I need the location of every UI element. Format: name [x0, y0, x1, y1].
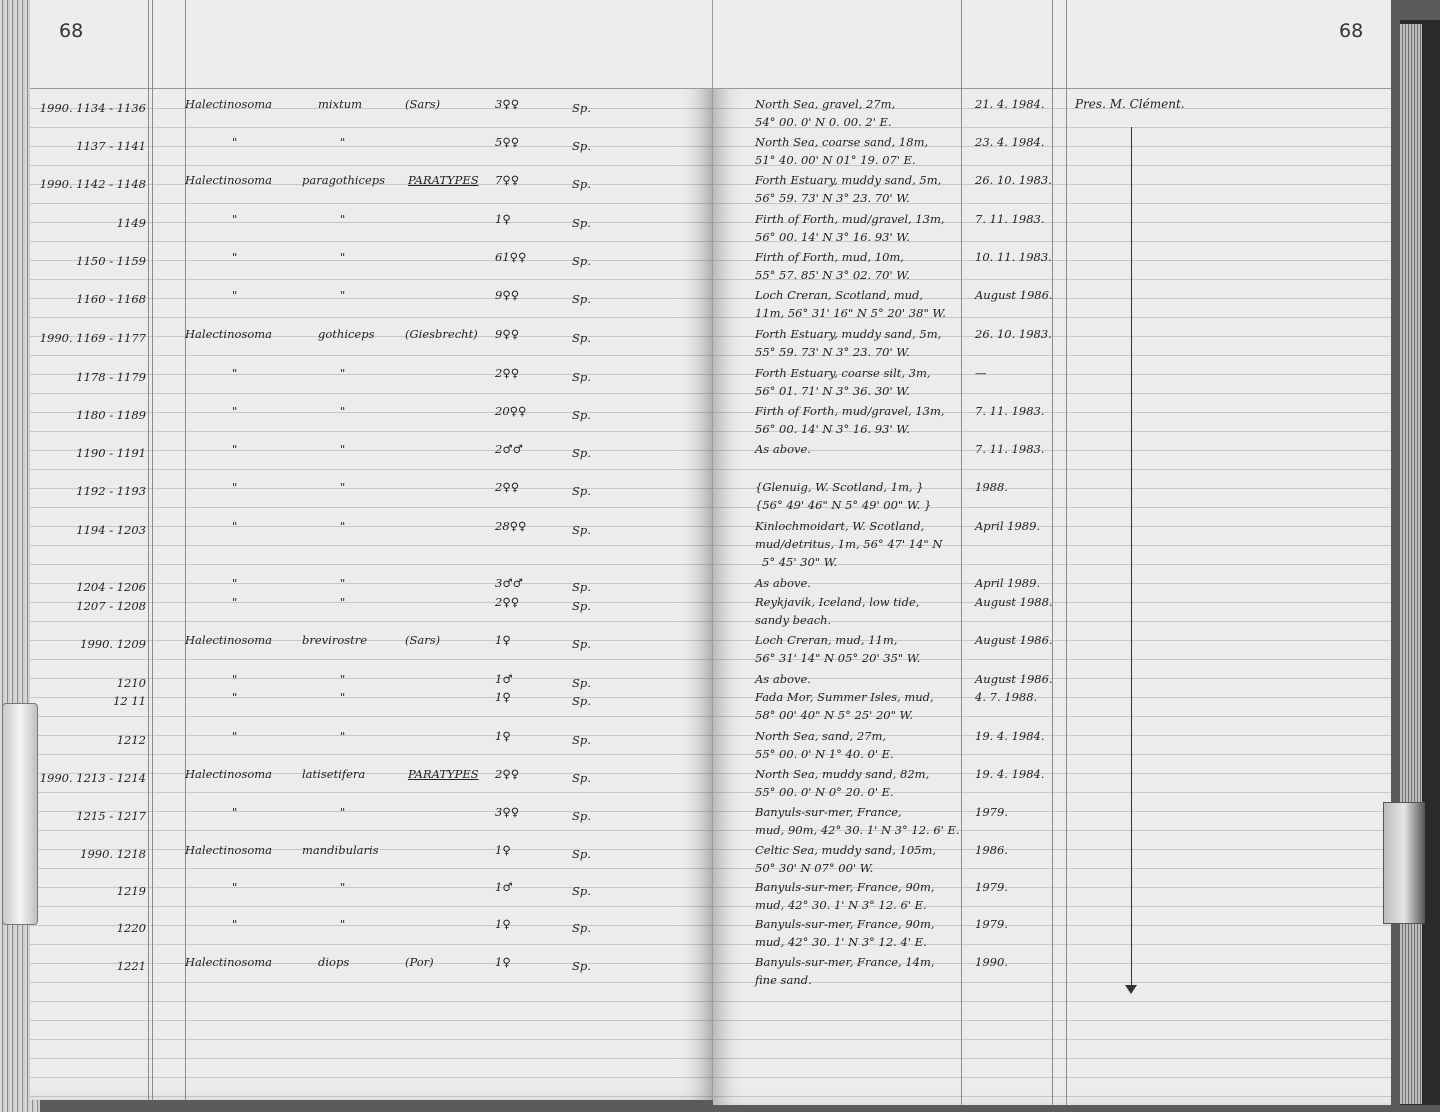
right-column-rule	[961, 0, 962, 1105]
species-epithet: mandibularis	[302, 843, 379, 857]
locality: Banyuls-sur-mer, France, 90m,	[755, 880, 935, 894]
specimen-count: 3♀♀	[495, 97, 520, 111]
locality: Loch Creran, mud, 11m,	[755, 633, 898, 647]
species-genus: "	[232, 880, 238, 894]
species-genus: Halectinosoma	[185, 173, 273, 187]
collection-date: 26. 10. 1983.	[975, 173, 1052, 187]
preservation-type: Sp.	[572, 484, 591, 498]
preservation-type: Sp.	[572, 599, 591, 613]
locality-coordinates: 55° 00. 0' N 0° 20. 0' E.	[755, 785, 894, 799]
register-number: 1990. 1169 - 1177	[39, 331, 146, 345]
species-genus: "	[232, 212, 238, 226]
left-page	[30, 0, 713, 1100]
locality: As above.	[755, 442, 811, 456]
specimen-count: 1♀	[495, 729, 511, 743]
locality: Firth of Forth, mud/gravel, 13m,	[755, 404, 945, 418]
species-epithet: mixtum	[318, 97, 363, 111]
arrow-down-icon	[1125, 985, 1137, 994]
locality: Forth Estuary, muddy sand, 5m,	[755, 173, 942, 187]
species-epithet: gothiceps	[318, 327, 375, 341]
locality-coordinates: 56° 01. 71' N 3° 36. 30' W.	[755, 384, 910, 398]
species-genus: "	[232, 442, 238, 456]
register-number: 1194 - 1203	[76, 523, 146, 537]
collection-date: 23. 4. 1984.	[975, 135, 1045, 149]
locality: North Sea, coarse sand, 18m,	[755, 135, 929, 149]
register-number: 1178 - 1179	[76, 370, 146, 384]
locality-coordinates: 56° 00. 14' N 3° 16. 93' W.	[755, 422, 910, 436]
locality: Fada Mor, Summer Isles, mud,	[755, 690, 934, 704]
specimen-count: 2♀♀	[495, 480, 520, 494]
preservation-type: Sp.	[572, 523, 591, 537]
locality-coordinates: 55° 57. 85' N 3° 02. 70' W.	[755, 268, 910, 282]
species-epithet: "	[340, 690, 346, 704]
specimen-count: 2♀♀	[495, 767, 520, 781]
ditto-arrow-line	[1131, 127, 1132, 992]
species-epithet: latisetifera	[302, 767, 366, 781]
register-number: 1219	[116, 884, 146, 898]
species-genus: "	[232, 576, 238, 590]
preservation-type: Sp.	[572, 580, 591, 594]
species-epithet: "	[340, 595, 346, 609]
locality-coordinates: 11m, 56° 31' 16" N 5° 20' 38" W.	[755, 306, 946, 320]
specimen-count: 7♀♀	[495, 173, 520, 187]
locality: Firth of Forth, mud/gravel, 13m,	[755, 212, 945, 226]
register-number: 1192 - 1193	[76, 484, 146, 498]
preservation-type: Sp.	[572, 446, 591, 460]
species-epithet: diops	[318, 955, 350, 969]
locality-coordinates: 51° 40. 00' N 01° 19. 07' E.	[755, 153, 916, 167]
register-number: 1990. 1213 - 1214	[39, 771, 146, 785]
specimen-count: 9♀♀	[495, 288, 520, 302]
collection-date: 1986.	[975, 843, 1008, 857]
collection-date: 26. 10. 1983.	[975, 327, 1052, 341]
locality: Banyuls-sur-mer, France,	[755, 805, 902, 819]
collection-date: 4. 7. 1988.	[975, 690, 1038, 704]
collection-date: 19. 4. 1984.	[975, 729, 1045, 743]
locality: {Glenuig, W. Scotland, 1m, }	[755, 480, 924, 494]
collection-date: 7. 11. 1983.	[975, 442, 1045, 456]
collection-date: 7. 11. 1983.	[975, 404, 1045, 418]
locality: North Sea, sand, 27m,	[755, 729, 887, 743]
preservation-type: Sp.	[572, 847, 591, 861]
species-epithet: "	[340, 519, 346, 533]
preservation-type: Sp.	[572, 959, 591, 973]
species-author: (Por)	[405, 955, 434, 969]
locality: As above.	[755, 672, 811, 686]
collection-date: August 1986.	[975, 288, 1053, 302]
locality: Forth Estuary, coarse silt, 3m,	[755, 366, 931, 380]
locality: Reykjavik, Iceland, low tide,	[755, 595, 920, 609]
preservation-type: Sp.	[572, 292, 591, 306]
specimen-count: 1♂	[495, 880, 513, 894]
left-header-band	[30, 0, 712, 89]
presenter-note: Pres. M. Clément.	[1075, 97, 1185, 111]
preservation-type: Sp.	[572, 921, 591, 935]
register-number: 1215 - 1217	[76, 809, 146, 823]
locality-coordinates: 56° 31' 14" N 05° 20' 35" W.	[755, 651, 921, 665]
specimen-count: 1♀	[495, 955, 511, 969]
preservation-type: Sp.	[572, 676, 591, 690]
locality: Banyuls-sur-mer, France, 90m,	[755, 917, 935, 931]
species-genus: Halectinosoma	[185, 843, 273, 857]
locality-coordinates: mud/detritus, 1m, 56° 47' 14" N	[755, 537, 943, 551]
collection-date: 7. 11. 1983.	[975, 212, 1045, 226]
species-genus: "	[232, 519, 238, 533]
register-number: 1150 - 1159	[76, 254, 146, 268]
species-epithet: "	[340, 576, 346, 590]
collection-date: April 1989.	[975, 576, 1041, 590]
species-epithet: "	[340, 288, 346, 302]
right-page-edges	[1400, 24, 1422, 1104]
bookmark-tab-left	[2, 703, 38, 925]
preservation-type: Sp.	[572, 254, 591, 268]
register-number: 1180 - 1189	[76, 408, 146, 422]
species-epithet: "	[340, 404, 346, 418]
species-epithet: "	[340, 880, 346, 894]
locality: Celtic Sea, muddy sand, 105m,	[755, 843, 937, 857]
specimen-count: 1♀	[495, 917, 511, 931]
collection-date: 1979.	[975, 917, 1008, 931]
register-number: 1220	[116, 921, 146, 935]
species-author: PARATYPES	[408, 767, 479, 781]
collection-date: 21. 4. 1984.	[975, 97, 1045, 111]
page-number-right: 68	[1339, 20, 1364, 42]
register-number: 1990. 1209	[80, 637, 146, 651]
specimen-count: 5♀♀	[495, 135, 520, 149]
locality: Kinlochmoidart, W. Scotland,	[755, 519, 925, 533]
locality-extra: 5° 45' 30" W.	[762, 555, 838, 569]
locality-coordinates: 55° 00. 0' N 1° 40. 0' E.	[755, 747, 894, 761]
species-author: PARATYPES	[408, 173, 479, 187]
specimen-count: 1♀	[495, 690, 511, 704]
species-author: (Sars)	[405, 97, 441, 111]
specimen-count: 2♂♂	[495, 442, 523, 456]
locality-coordinates: 54° 00. 0' N 0. 00. 2' E.	[755, 115, 892, 129]
collection-date: 1979.	[975, 880, 1008, 894]
left-column-rule	[148, 0, 149, 1100]
collection-date: 1988.	[975, 480, 1008, 494]
register-number: 12 11	[113, 694, 146, 708]
specimen-count: 9♀♀	[495, 327, 520, 341]
register-number: 1207 - 1208	[76, 599, 146, 613]
specimen-count: 28♀♀	[495, 519, 527, 533]
species-genus: "	[232, 595, 238, 609]
register-number: 1210	[116, 676, 146, 690]
preservation-type: Sp.	[572, 101, 591, 115]
locality-coordinates: mud, 42° 30. 1' N 3° 12. 6' E.	[755, 898, 927, 912]
locality: North Sea, muddy sand, 82m,	[755, 767, 930, 781]
collection-date: April 1989.	[975, 519, 1041, 533]
species-epithet: "	[340, 250, 346, 264]
preservation-type: Sp.	[572, 809, 591, 823]
species-genus: "	[232, 480, 238, 494]
species-epithet: "	[340, 480, 346, 494]
preservation-type: Sp.	[572, 370, 591, 384]
species-genus: "	[232, 250, 238, 264]
species-genus: Halectinosoma	[185, 97, 273, 111]
specimen-count: 3♀♀	[495, 805, 520, 819]
species-epithet: "	[340, 805, 346, 819]
collection-date: 1990.	[975, 955, 1008, 969]
species-genus: "	[232, 135, 238, 149]
locality: Forth Estuary, muddy sand, 5m,	[755, 327, 942, 341]
locality-coordinates: sandy beach.	[755, 613, 832, 627]
species-genus: "	[232, 672, 238, 686]
register-number: 1212	[116, 733, 146, 747]
preservation-type: Sp.	[572, 139, 591, 153]
locality-coordinates: 50° 30' N 07° 00' W.	[755, 861, 874, 875]
register-number: 1221	[116, 959, 146, 973]
species-epithet: "	[340, 729, 346, 743]
species-genus: "	[232, 404, 238, 418]
species-epithet: "	[340, 917, 346, 931]
specimen-count: 61♀♀	[495, 250, 527, 264]
specimen-count: 1♂	[495, 672, 513, 686]
locality-coordinates: 56° 00. 14' N 3° 16. 93' W.	[755, 230, 910, 244]
species-author: (Sars)	[405, 633, 441, 647]
locality-coordinates: mud, 42° 30. 1' N 3° 12. 4' E.	[755, 935, 927, 949]
register-number: 1990. 1134 - 1136	[39, 101, 146, 115]
species-epithet: brevirostre	[302, 633, 368, 647]
locality-coordinates: 56° 59. 73' N 3° 23. 70' W.	[755, 191, 910, 205]
species-epithet: "	[340, 212, 346, 226]
bookmark-tab-right	[1383, 802, 1425, 924]
species-genus: "	[232, 729, 238, 743]
species-epithet: "	[340, 366, 346, 380]
species-genus: "	[232, 288, 238, 302]
locality: Loch Creran, Scotland, mud,	[755, 288, 924, 302]
species-genus: "	[232, 805, 238, 819]
locality: Banyuls-sur-mer, France, 14m,	[755, 955, 935, 969]
left-column-rule	[185, 0, 186, 1100]
preservation-type: Sp.	[572, 408, 591, 422]
collection-date: August 1986.	[975, 633, 1053, 647]
preservation-type: Sp.	[572, 216, 591, 230]
specimen-count: 1♀	[495, 843, 511, 857]
locality-coordinates: mud, 90m, 42° 30. 1' N 3° 12. 6' E.	[755, 823, 960, 837]
register-number: 1137 - 1141	[76, 139, 146, 153]
locality: As above.	[755, 576, 811, 590]
register-number: 1190 - 1191	[76, 446, 146, 460]
preservation-type: Sp.	[572, 884, 591, 898]
species-author: (Giesbrecht)	[405, 327, 478, 341]
preservation-type: Sp.	[572, 637, 591, 651]
right-column-rule	[1066, 0, 1067, 1105]
preservation-type: Sp.	[572, 694, 591, 708]
specimen-count: 2♀♀	[495, 366, 520, 380]
specimen-count: 1♀	[495, 212, 511, 226]
register-number: 1160 - 1168	[76, 292, 146, 306]
preservation-type: Sp.	[572, 733, 591, 747]
species-epithet: "	[340, 672, 346, 686]
species-genus: "	[232, 366, 238, 380]
locality-coordinates: fine sand.	[755, 973, 812, 987]
species-genus: Halectinosoma	[185, 955, 273, 969]
locality: Firth of Forth, mud, 10m,	[755, 250, 904, 264]
locality-coordinates: {56° 49' 46" N 5° 49' 00" W. }	[755, 498, 932, 512]
page-number-left: 68	[59, 20, 84, 42]
collection-date: 19. 4. 1984.	[975, 767, 1045, 781]
collection-date: August 1988.	[975, 595, 1053, 609]
preservation-type: Sp.	[572, 177, 591, 191]
species-genus: Halectinosoma	[185, 327, 273, 341]
species-genus: "	[232, 690, 238, 704]
register-number: 1149	[116, 216, 146, 230]
locality-coordinates: 58° 00' 40" N 5° 25' 20" W.	[755, 708, 914, 722]
register-number: 1204 - 1206	[76, 580, 146, 594]
species-epithet: "	[340, 135, 346, 149]
specimen-count: 1♀	[495, 633, 511, 647]
preservation-type: Sp.	[572, 331, 591, 345]
preservation-type: Sp.	[572, 771, 591, 785]
species-genus: Halectinosoma	[185, 767, 273, 781]
species-epithet: paragothiceps	[302, 173, 386, 187]
right-column-rule	[1052, 0, 1053, 1105]
collection-date: 1979.	[975, 805, 1008, 819]
species-epithet: "	[340, 442, 346, 456]
locality-coordinates: 55° 59. 73' N 3° 23. 70' W.	[755, 345, 910, 359]
collection-date: August 1986.	[975, 672, 1053, 686]
collection-date: 10. 11. 1983.	[975, 250, 1052, 264]
specimen-count: 20♀♀	[495, 404, 527, 418]
register-number: 1990. 1218	[80, 847, 146, 861]
species-genus: Halectinosoma	[185, 633, 273, 647]
register-number: 1990. 1142 - 1148	[39, 177, 146, 191]
species-genus: "	[232, 917, 238, 931]
collection-date: —	[975, 366, 987, 380]
locality: North Sea, gravel, 27m,	[755, 97, 896, 111]
specimen-count: 2♀♀	[495, 595, 520, 609]
specimen-count: 3♂♂	[495, 576, 523, 590]
left-column-rule	[152, 0, 153, 1100]
